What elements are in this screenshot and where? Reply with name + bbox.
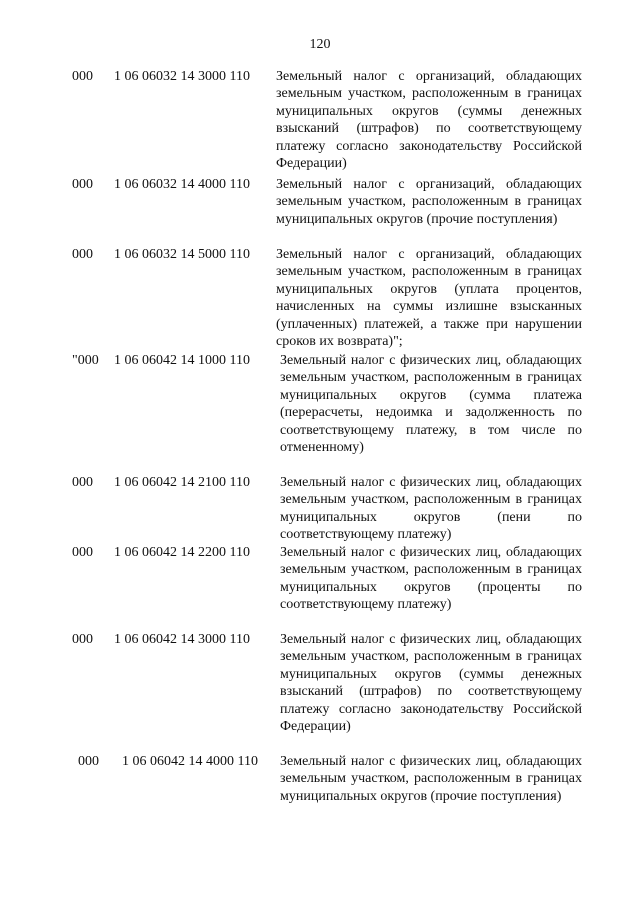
- budget-classification-code: 1 06 06032 14 3000 110: [114, 69, 250, 84]
- budget-classification-code: 1 06 06042 14 4000 110: [122, 754, 258, 769]
- admin-code: 000: [72, 632, 93, 647]
- admin-code: 000: [72, 69, 93, 84]
- admin-code: 000: [72, 247, 93, 262]
- admin-code: 000: [78, 754, 99, 769]
- revenue-description: Земельный налог с организаций, обладающих земельным участком, расположенным в границах муниципальных округов (суммы денежных взысканий (штрафов) по соответствующему платежу согласно законодательству Российской Федерации): [276, 69, 582, 172]
- admin-code: 000: [72, 545, 93, 560]
- revenue-description: Земельный налог с физических лиц, обладающих земельным участком, расположенным в границах муниципальных округов (суммы денежных взысканий (штрафов) по соответствующему платежу согласно законодательству Российской Федерации): [280, 632, 582, 735]
- revenue-description: Земельный налог с организаций, обладающих земельным участком, расположенным в границах муниципальных округов (прочие поступления): [276, 177, 582, 227]
- revenue-description: Земельный налог с физических лиц, обладающих земельным участком, расположенным в границах муниципальных округов (пени по соответствующему платежу): [280, 475, 582, 543]
- budget-classification-code: 1 06 06042 14 2100 110: [114, 475, 250, 490]
- budget-classification-code: 1 06 06042 14 3000 110: [114, 632, 250, 647]
- admin-code: 000: [72, 475, 93, 490]
- revenue-description: Земельный налог с физических лиц, обладающих земельным участком, расположенным в границах муниципальных округов (прочие поступления): [280, 754, 582, 804]
- budget-classification-code: 1 06 06042 14 2200 110: [114, 545, 250, 560]
- budget-classification-code: 1 06 06042 14 1000 110: [114, 353, 250, 368]
- budget-classification-code: 1 06 06032 14 4000 110: [114, 177, 250, 192]
- revenue-description: Земельный налог с физических лиц, обладающих земельным участком, расположенным в границах муниципальных округов (сумма платежа (перерасчеты, недоимка и задолженность по соответствующему платежу, в том числе по отмененному): [280, 353, 582, 456]
- admin-code: "000: [72, 353, 99, 368]
- revenue-description: Земельный налог с физических лиц, обладающих земельным участком, расположенным в границах муниципальных округов (проценты по соответствующему платежу): [280, 545, 582, 613]
- revenue-description: Земельный налог с организаций, обладающих земельным участком, расположенным в границах муниципальных округов (уплата процентов, начисленных на суммы излишне взысканных (уплаченных) платежей, а также при нарушении сроков их возврата)";: [276, 247, 582, 350]
- budget-classification-code: 1 06 06032 14 5000 110: [114, 247, 250, 262]
- page-number: 120: [309, 37, 331, 52]
- admin-code: 000: [72, 177, 93, 192]
